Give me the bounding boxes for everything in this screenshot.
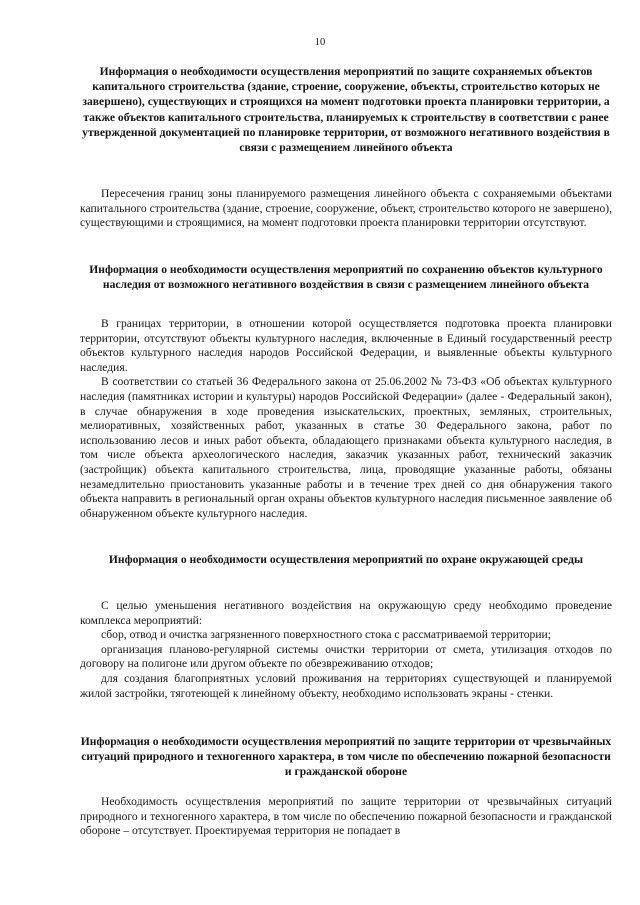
section-heading-cultural-heritage: Информация о необходимости осуществления мероприятий по сохранению объектов культурного наследия от возможного негативного воздействия в связи с размещением линейного объекта <box>89 263 603 292</box>
paragraph: В соответствии со статьей 36 Федерального закона от 25.06.2002 № 73-ФЗ «Об объектах культурного наследия (памятниках истории и культуры) народов Российской Федерации» (далее - Федеральный закон), в случае обнаружения в ходе проведения изыскательских, проектных, земляных, строительных, мелиоративных, хозяйственных работ, указанных в статье 30 Федерального закона, работ по использованию лесов и иных работ объекта, обладающего признаками объекта культурного наследия, в том числе объекта археологического наследия, заказчик указанных работ, технический заказчик (застройщик) объекта капитального строительства, лица, проводящие указанные работы, обязаны незамедлительно приостановить указанные работы и в течение трех дней со дня обнаружения такого объекта направить в региональный орган охраны объектов культурного наследия письменное заявление об обнаруженном объекте культурного наследия. <box>80 375 612 520</box>
paragraph: В границах территории, в отношении которой осуществляется подготовка проекта планировки территории, отсутствуют объекты культурного наследия, включенные в Единый государственный реестр объектов культурного наследия народов Российской Федерации, и выявленные объекты культурного наследия. <box>80 317 612 374</box>
section-heading-emergency: Информация о необходимости осуществления мероприятий по защите территории от чрезвычайных ситуаций природного и техногенного характера, в том числе по обеспечению пожарной безопасности и гражданской обороне <box>80 735 612 779</box>
section-body-emergency <box>80 795 612 839</box>
paragraph: для создания благоприятных условий проживания на территориях существующей и планируемой жилой застройки, тяготеющей к линейному объекту, необходимо использовать экраны - стенки. <box>80 671 612 700</box>
paragraph: С целью уменьшения негативного воздействия на окружающую среду необходимо проведение комплекса мероприятий: <box>80 599 612 627</box>
paragraph: Необходимость осуществления мероприятий по защите территории от чрезвычайных ситуаций природного и техногенного характера, в том числе по обеспечению пожарной безопасности и гражданской обороне – отсутствует. Проектируемая территория не попадает в <box>80 795 612 838</box>
section-heading-capital-construction: Информация о необходимости осуществления мероприятий по защите сохраняемых объектов капитального строительства (здание, строение, сооружение, объекты, строительство которых не завершено), существующих и строящихся на момент подготовки проекта планировки территории, а также объектов капитального строительства, планируемых к строительству в соответствии с ранее утвержденной документацией по планировке территории, от возможного негативного воздействия в связи с размещением линейного объекта <box>82 65 610 155</box>
section-body-environment <box>80 599 612 701</box>
paragraph: организация планово-регулярной системы очистки территории от смета, утилизация отходов по договору на полигоне или другом объекте по обезвреживанию отходов; <box>80 642 612 671</box>
section-body-capital-construction <box>80 187 612 231</box>
section-body-cultural-heritage <box>80 317 612 521</box>
paragraph: сбор, отвод и очистка загрязненного поверхностного стока с рассматриваемой территории; <box>101 628 551 642</box>
section-heading-environment: Информация о необходимости осуществления мероприятий по охране окружающей среды <box>108 553 584 566</box>
paragraph: Пересечения границ зоны планируемого размещения линейного объекта с сохраняемыми объектами капитального строительства (здание, строение, сооружение, объект, строительство которого не завершено), существующими и строящимися, на момент подготовки проекта планировки территории отсутствуют. <box>80 187 612 230</box>
page-number: 10 <box>314 37 326 48</box>
